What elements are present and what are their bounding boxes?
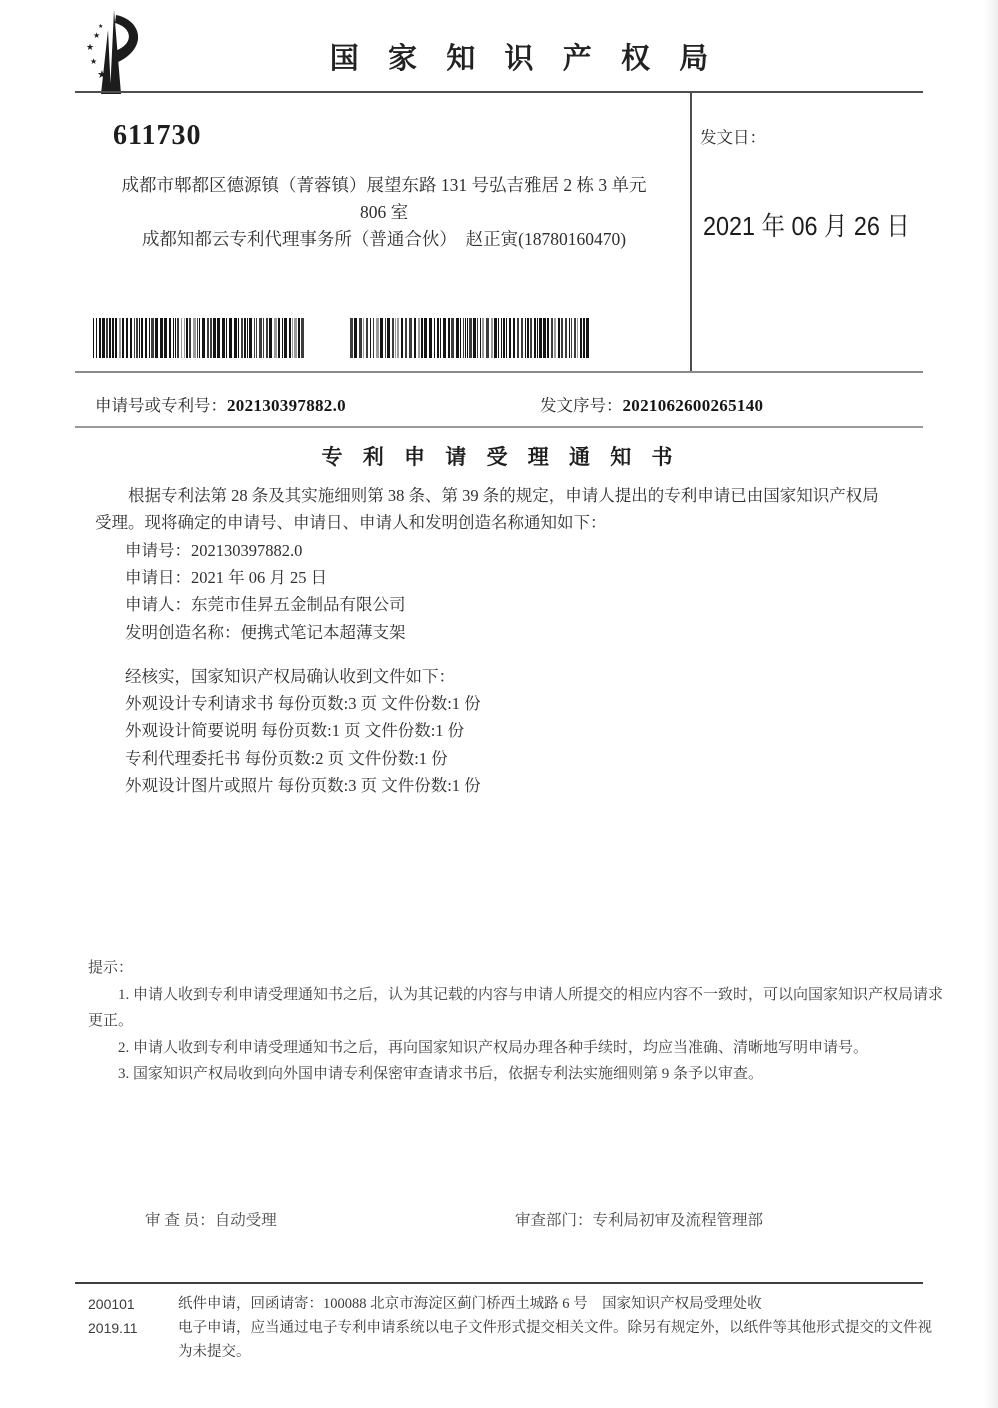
header-divider [75, 91, 923, 93]
footer-divider [75, 1282, 923, 1284]
examiner-value: 自动受理 [214, 1212, 277, 1229]
application-number-value: 202130397882.0 [227, 396, 346, 415]
form-date: 2019.11 [88, 1320, 138, 1336]
notice-intro-line1: 根据专利法第 28 条及其实施细则第 38 条、第 39 条的规定，申请人提出的专利申请已由国家知识产权局 [128, 486, 879, 505]
serial-number-value: 2021062600265140 [622, 396, 764, 415]
svg-text:★: ★ [90, 57, 98, 66]
issue-date-label: 发文日： [700, 128, 766, 147]
notice-intro-line2: 受理。现将确定的申请号、申请日、申请人和发明创造名称通知如下： [95, 513, 607, 533]
field-applicant: 申请人：东莞市佳昇五金制品有限公司 [125, 595, 406, 615]
recipient-address-line1: 成都市郫都区德源镇（菁蓉镇）展望东路 131 号弘吉雅居 2 栋 3 单元 [121, 175, 647, 195]
recipient-address-line2: 806 室 [359, 202, 409, 222]
barcode-divider [75, 371, 923, 373]
received-intro: 经核实，国家知识产权局确认收到文件如下： [125, 667, 455, 686]
recipient-address [95, 172, 673, 253]
tips-heading: 提示： [88, 960, 134, 976]
notice-intro [95, 482, 945, 536]
received-doc-item: 外观设计图片或照片 每份页数:3 页 文件份数:1 份 [125, 775, 481, 795]
field-application-number: 申请号：202130397882.0 [125, 541, 303, 560]
examiner-label: 审 查 员： [145, 1212, 215, 1229]
department-group [515, 1208, 763, 1230]
field-invention-name: 发明创造名称：便携式笔记本超薄支架 [125, 622, 406, 642]
svg-text:★: ★ [86, 43, 95, 53]
footer-paper-filing-line: 纸件申请，回函请寄：100088 北京市海淀区蓟门桥西土城路 6 号 国家知识产权局受理处收 [178, 1296, 762, 1312]
svg-text:★: ★ [98, 23, 104, 30]
received-documents [125, 663, 885, 799]
examiner-group [145, 1208, 277, 1230]
form-code-block [88, 1292, 138, 1340]
serial-number-group [540, 392, 763, 416]
tip-item-2: 2. 申请人收到专利申请受理通知书之后，再向国家知识产权局办理各种手续时，均应当准确、清晰地写明申请号。 [118, 1039, 869, 1056]
application-number-group [95, 392, 346, 416]
serial-number-label: 发文序号： [540, 396, 623, 415]
department-value: 专利局初审及流程管理部 [592, 1212, 764, 1229]
field-application-date: 申请日：2021 年 06 月 25 日 [125, 568, 328, 588]
notice-title: 专 利 申 请 受 理 通 知 书 [321, 445, 677, 469]
recipient-postal-code: 611730 [113, 120, 202, 151]
issue-box-divider [690, 92, 692, 372]
reference-divider [75, 426, 923, 428]
barcode-serial [350, 318, 590, 358]
svg-text:★: ★ [93, 31, 101, 40]
footer-efiling-line: 电子申请，应当通过电子专利申请系统以电子文件形式提交相关文件。除另有规定外，以纸件等其他形式提交的文件视为未提交。 [178, 1320, 932, 1360]
svg-text:★: ★ [97, 68, 107, 81]
recipient-agent-line: 成都知都云专利代理事务所（普通合伙） 赵正寅(18780160470) [141, 229, 627, 249]
footer-instructions [178, 1292, 946, 1364]
issue-date-value: 2021 年 06 月 26 日 [703, 211, 910, 241]
tips-section [88, 955, 952, 1088]
application-fields [125, 537, 885, 646]
received-doc-item: 外观设计简要说明 每份页数:1 页 文件份数:1 份 [125, 721, 465, 741]
application-number-label: 申请号或专利号： [95, 396, 227, 415]
barcode-application [93, 318, 307, 358]
org-title: 国 家 知 识 产 权 局 [329, 43, 715, 75]
received-doc-item: 外观设计专利请求书 每份页数:3 页 文件份数:1 份 [125, 694, 481, 714]
form-code: 200101 [88, 1296, 135, 1312]
tip-item-3: 3. 国家知识产权局收到向外国申请专利保密审查请求书后，依据专利法实施细则第 9 条予以审查。 [118, 1066, 764, 1082]
received-doc-item: 专利代理委托书 每份页数:2 页 文件份数:1 份 [125, 748, 448, 768]
department-label: 审查部门： [515, 1212, 593, 1229]
tip-item-1: 1. 申请人收到专利申请受理通知书之后，认为其记载的内容与申请人所提交的相应内容不一致时，可以向国家知识产权局请求更正。 [88, 986, 944, 1029]
